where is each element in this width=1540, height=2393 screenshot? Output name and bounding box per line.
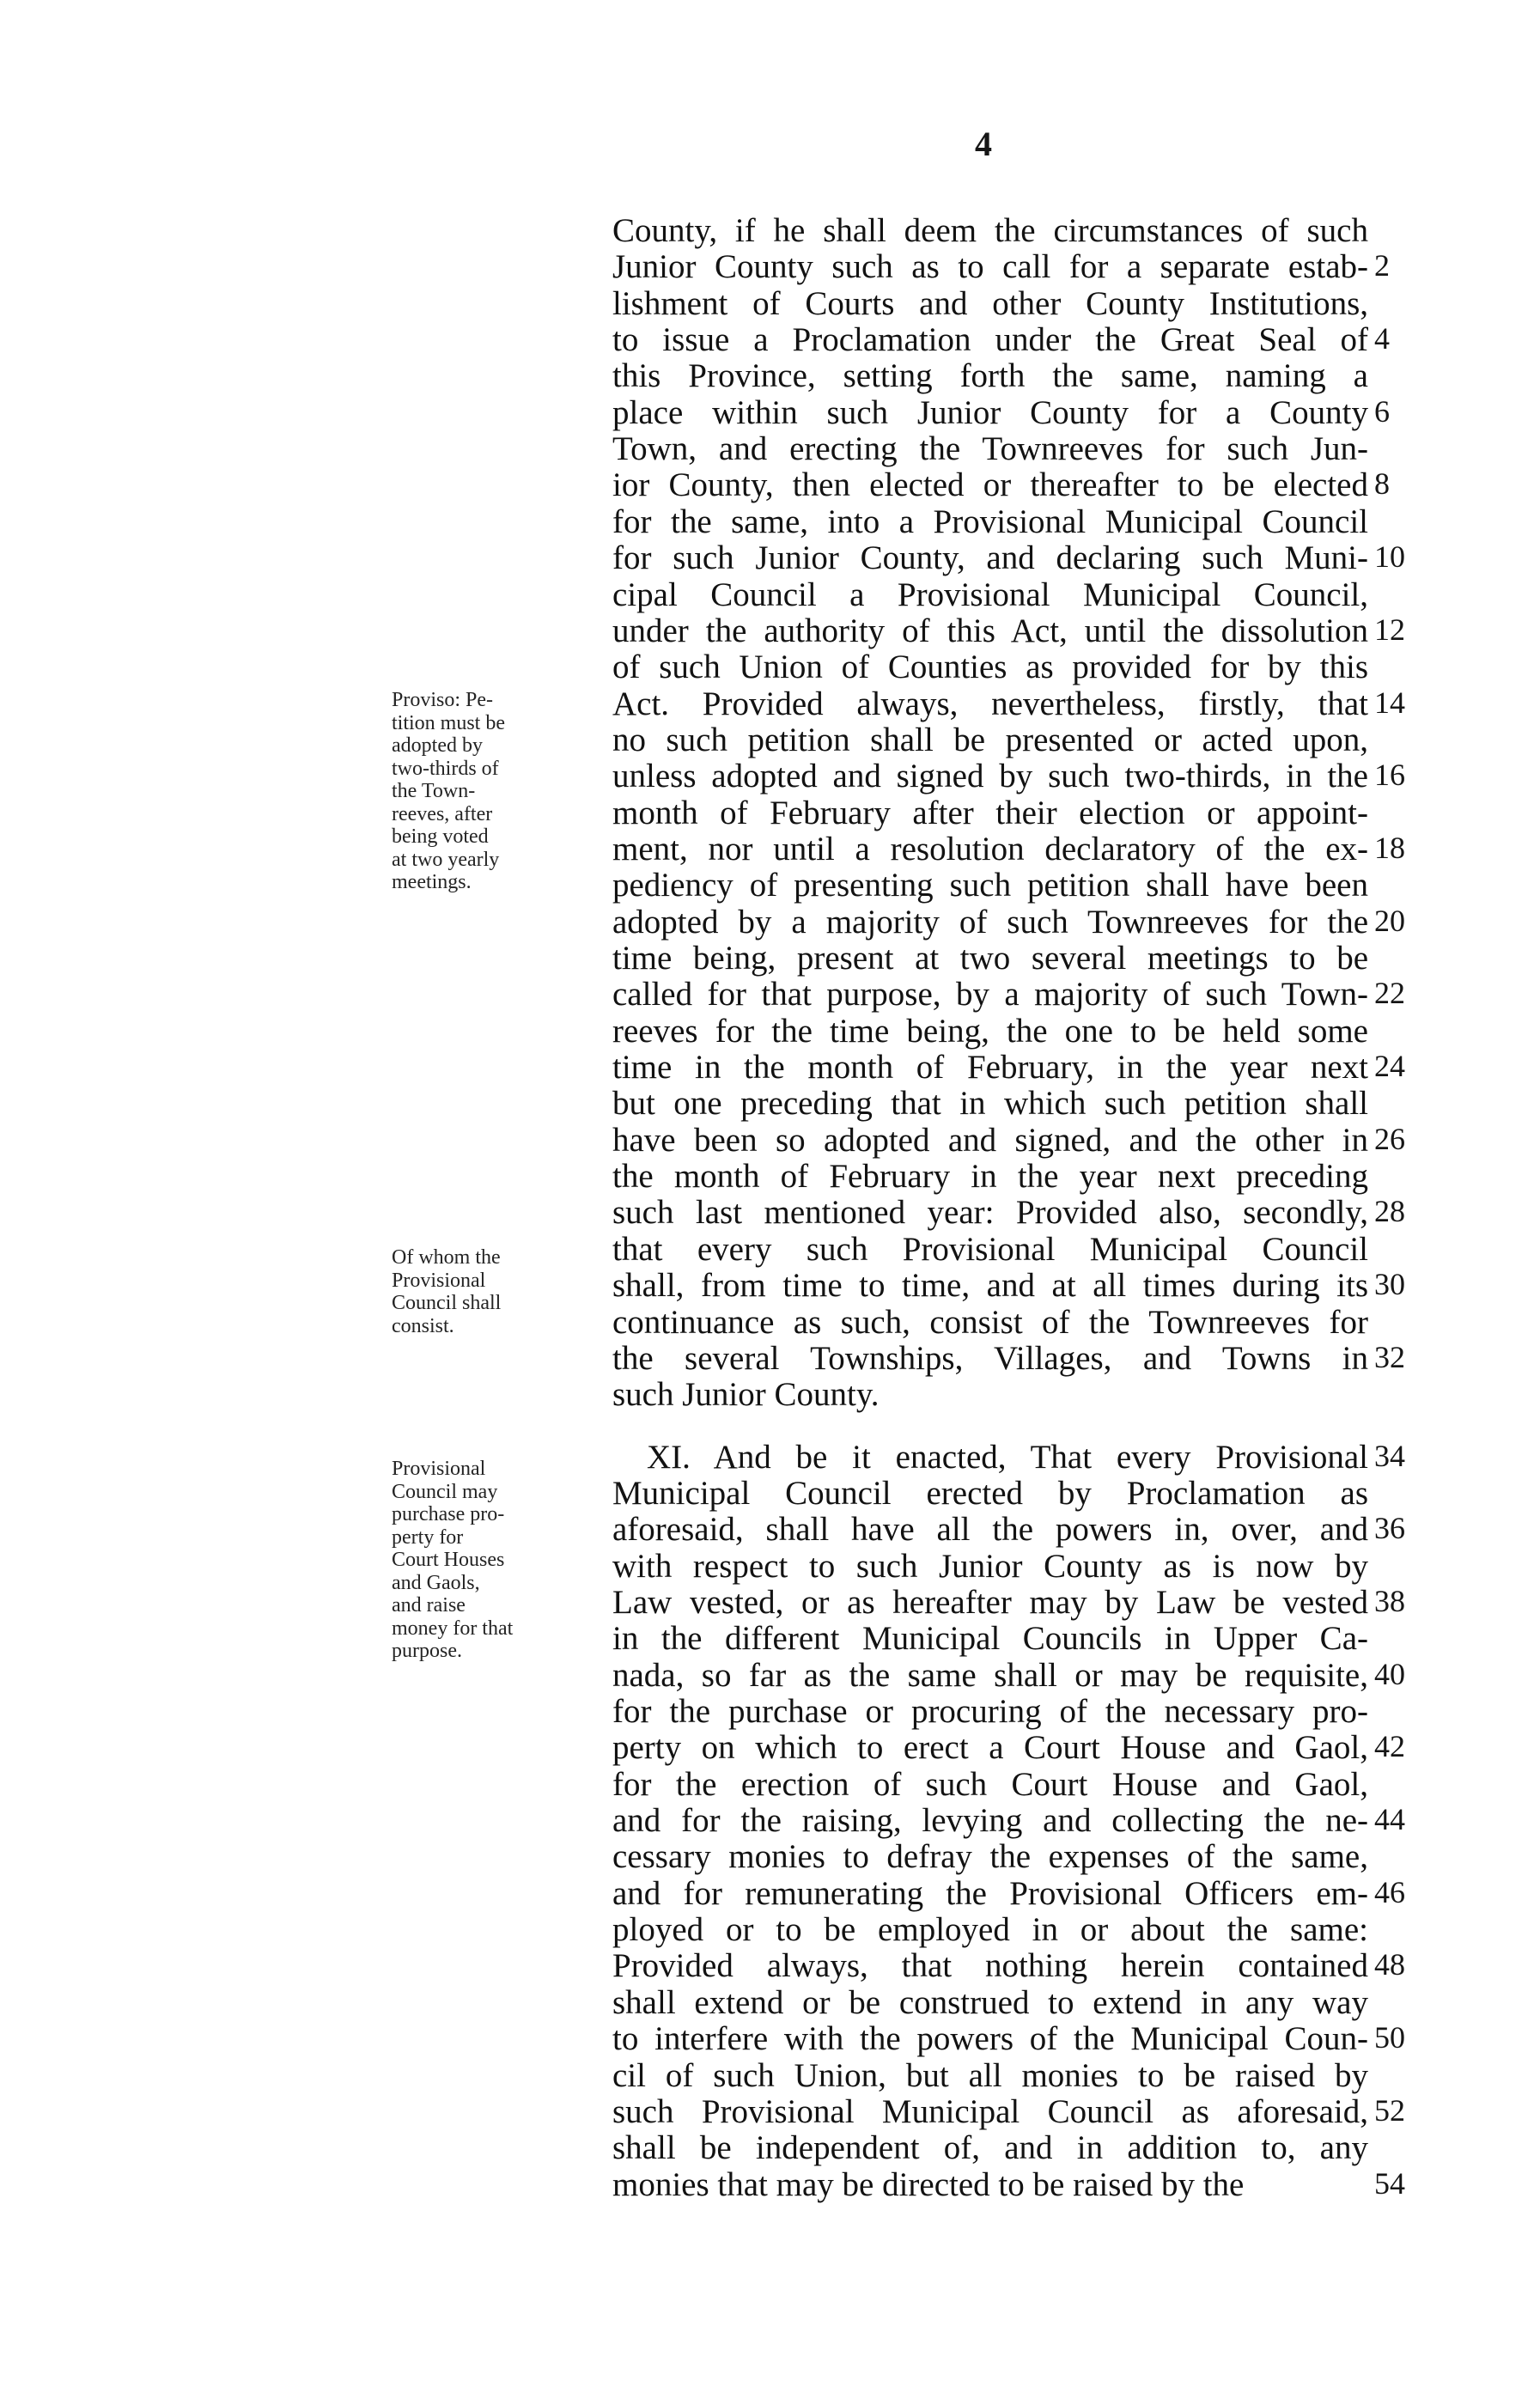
body-line: County, if he shall deem the circumstances of such [612,212,1368,249]
body-line: such Junior County. [612,1376,880,1414]
margin-note-line: Council may [392,1480,498,1503]
line-number: 32 [1374,1339,1405,1374]
line-number: 26 [1374,1121,1405,1156]
body-line: and for the raising, levying and collecting the ne- [612,1802,1368,1840]
body-line: of such Union of Counties as provided for by this [612,648,1368,686]
body-line: pediency of presenting such petition shall have been [612,867,1368,904]
body-line: in the different Municipal Councils in Upper Ca- [612,1620,1368,1658]
line-number: 16 [1374,758,1405,793]
body-line: Town, and erecting the Townreeves for such Jun- [612,430,1368,468]
body-line: for the purchase or procuring of the necessary pro- [612,1693,1368,1730]
body-line: place within such Junior County for a County [612,393,1368,431]
body-line: Junior County such as to call for a separate estab- [612,248,1368,286]
body-line: called for that purpose, by a majority of such Town- [612,976,1368,1014]
line-number: 22 [1374,976,1405,1011]
margin-note-composition [392,1246,598,1337]
line-number: 20 [1374,903,1405,938]
margin-note-line: money for that [392,1617,514,1640]
body-line: Municipal Council erected by Proclamation as [612,1474,1368,1512]
line-number: 34 [1374,1438,1405,1473]
line-number: 12 [1374,612,1405,647]
body-line: unless adopted and signed by such two-thirds, in the [612,758,1368,795]
line-number: 38 [1374,1583,1405,1618]
line-number: 40 [1374,1656,1405,1691]
margin-note-line: reeves, after [392,802,493,825]
line-number: 6 [1374,393,1390,429]
body-line: ment, nor until a resolution declaratory of the ex- [612,830,1368,868]
margin-note-line: and Gaols, [392,1571,480,1594]
body-line: to issue a Proclamation under the Great Seal of [612,321,1368,359]
margin-note-line: and raise [392,1594,466,1617]
body-line: cipal Council a Provisional Municipal Council, [612,575,1368,613]
margin-note-proviso [392,689,598,894]
margin-note-line: the Town- [392,780,476,802]
body-line: shall be independent of, and in addition to, any [612,2129,1368,2167]
margin-note-line: consist. [392,1314,454,1337]
page-number: 4 [975,125,992,163]
line-number: 2 [1374,248,1390,283]
body-line: cessary monies to defray the expenses of the same, [612,1838,1368,1876]
body-line: Law vested, or as hereafter may by Law be vested [612,1583,1368,1621]
margin-note-line: Court Houses [392,1549,505,1571]
body-line: monies that may be directed to be raised by the [612,2165,1245,2203]
body-line: month of February after their election or appoint- [612,794,1368,831]
margin-note-line: two-thirds of [392,757,499,780]
body-line: such Provisional Municipal Council as aforesaid, [612,2092,1368,2130]
line-number: 48 [1374,1947,1405,1982]
body-line: to interfere with the powers of the Municipal Coun- [612,2020,1368,2058]
line-number: 10 [1374,539,1405,575]
body-line: for the same, into a Provisional Municipal Council [612,502,1368,540]
body-line: the month of February in the year next preceding [612,1158,1368,1196]
body-line: lishment of Courts and other County Institutions, [612,284,1368,322]
margin-note-line: at two yearly [392,848,500,871]
body-line: that every such Provisional Municipal Council [612,1230,1368,1268]
body-line: under the authority of this Act, until the dissolution [612,612,1368,649]
margin-note-line: Provisional [392,1458,486,1480]
body-line: Provided always, that nothing herein contained [612,1947,1368,1985]
body-line: continuance as such, consist of the Townreeves for [612,1303,1368,1341]
body-line: shall, from time to time, and at all times during its [612,1267,1368,1305]
body-line: such last mentioned year: Provided also, secondly, [612,1194,1368,1232]
body-line: the several Townships, Villages, and Towns in [612,1339,1368,1377]
line-number: 44 [1374,1802,1405,1837]
body-line: perty on which to erect a Court House and Gaol, [612,1729,1368,1767]
line-number: 28 [1374,1194,1405,1229]
line-number: 54 [1374,2165,1405,2201]
body-line: XI. And be it enacted, That every Provisional [647,1438,1368,1476]
body-line: with respect to such Junior County as is now by [612,1547,1368,1585]
body-line: time in the month of February, in the year next [612,1049,1368,1087]
margin-note-line: Provisional [392,1269,486,1292]
line-number: 18 [1374,830,1405,865]
body-line: aforesaid, shall have all the powers in, over, and [612,1511,1368,1549]
body-line: time being, present at two several meetings to be [612,940,1368,977]
line-number: 4 [1374,321,1390,356]
margin-note-line: purchase pro- [392,1503,505,1525]
margin-note-line: tition must be [392,711,505,734]
line-number: 46 [1374,1874,1405,1909]
body-line: but one preceding that in which such petition shall [612,1085,1368,1123]
margin-note-line: Proviso: Pe- [392,689,494,711]
body-line: and for remunerating the Provisional Officers em- [612,1874,1368,1912]
margin-note-line: perty for [392,1525,464,1549]
margin-note-line: being voted [392,825,489,848]
margin-note-line: Of whom the [392,1246,501,1269]
margin-note-powers [392,1458,598,1663]
body-line: ior County, then elected or thereafter to be elected [612,466,1368,504]
line-number: 14 [1374,685,1405,720]
line-number: 24 [1374,1049,1405,1084]
body-line: Act. Provided always, nevertheless, firstly, that [612,685,1368,722]
body-line: have been so adopted and signed, and the other in [612,1121,1368,1159]
line-number: 52 [1374,2092,1405,2128]
line-number: 30 [1374,1267,1405,1302]
body-line: cil of such Union, but all monies to be raised by [612,2056,1368,2094]
line-number: 36 [1374,1511,1405,1546]
margin-note-line: Council shall [392,1292,502,1314]
line-number: 50 [1374,2020,1405,2055]
margin-note-line: purpose. [392,1640,462,1662]
body-line: for the erection of such Court House and Gaol, [612,1765,1368,1803]
body-line: for such Junior County, and declaring such Muni- [612,539,1368,577]
body-line: reeves for the time being, the one to be held some [612,1012,1368,1050]
margin-note-line: adopted by [392,734,483,757]
line-number: 8 [1374,466,1390,502]
body-line: no such petition shall be presented or acted upon, [612,721,1368,758]
body-line: ployed or to be employed in or about the same: [612,1911,1368,1949]
body-line: nada, so far as the same shall or may be requisite, [612,1656,1368,1694]
body-line: this Province, setting forth the same, naming a [612,357,1368,395]
margin-note-line: meetings. [392,871,472,893]
line-number: 42 [1374,1729,1405,1764]
body-line: adopted by a majority of such Townreeves for the [612,903,1368,941]
body-line: shall extend or be construed to extend in any way [612,1983,1368,2021]
